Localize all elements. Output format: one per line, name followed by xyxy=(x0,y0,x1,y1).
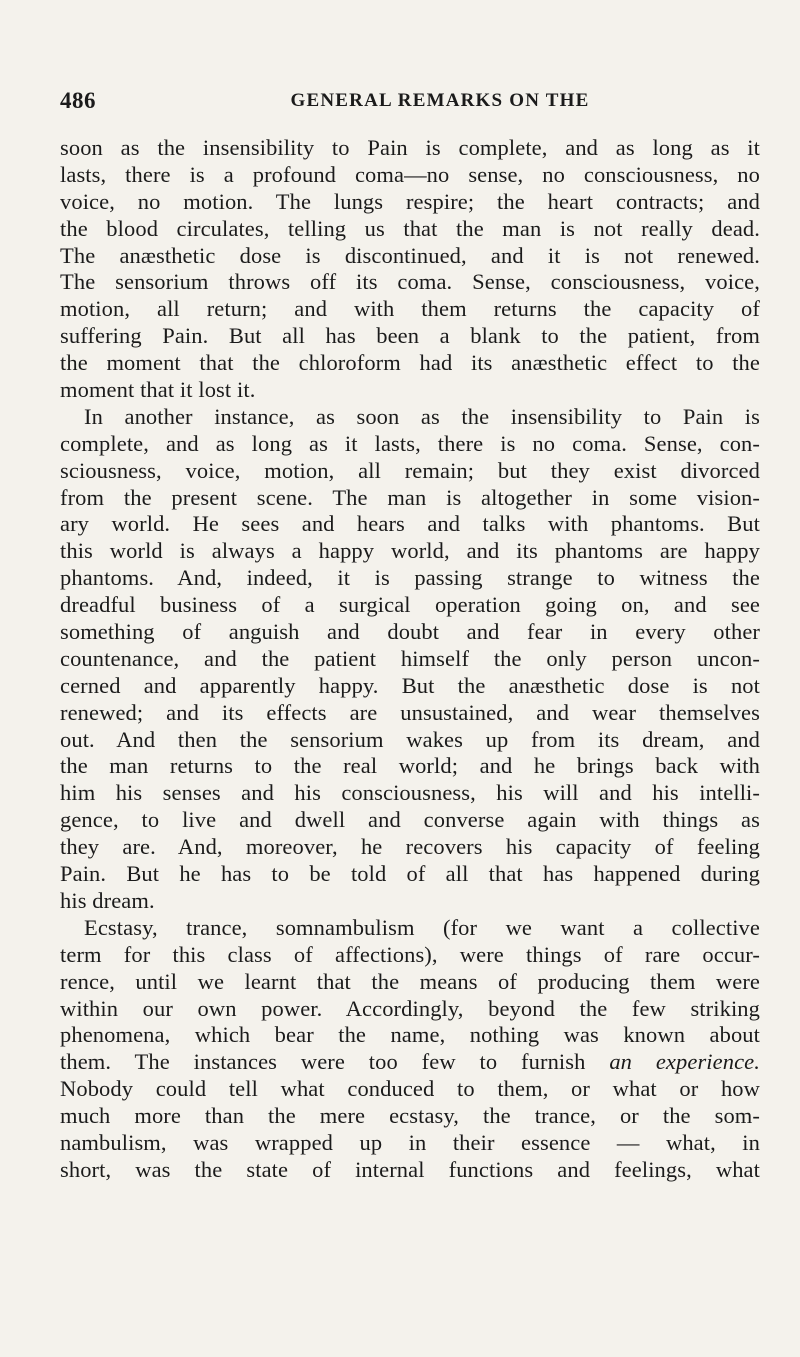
text-line xyxy=(60,753,760,780)
line-text: ary world. He sees and hears and talks with phantoms. But xyxy=(60,511,760,537)
text-line xyxy=(60,619,760,646)
text-line xyxy=(60,135,760,162)
running-head: GENERAL REMARKS ON THE xyxy=(290,90,590,111)
line-text: within our own power. Accordingly, beyond the few striking xyxy=(60,995,760,1021)
text-line xyxy=(60,915,760,942)
text-line xyxy=(60,350,760,377)
page-number: 486 xyxy=(60,88,96,113)
text-line xyxy=(60,942,760,969)
text-line xyxy=(60,1076,760,1103)
text-line xyxy=(60,1103,760,1130)
line-text: nambulism, was wrapped up in their essence — what, in xyxy=(60,1129,760,1155)
text-line xyxy=(60,700,760,727)
text-line xyxy=(60,996,760,1023)
text-line xyxy=(60,646,760,673)
line-text: phantoms. And, indeed, it is passing strange to witness the xyxy=(60,565,760,591)
line-text: them. The instances were too few to furnish xyxy=(60,1049,586,1075)
text-line xyxy=(60,511,760,538)
body-text xyxy=(60,135,760,1184)
line-text: complete, and as long as it lasts, there is no coma. Sense, con- xyxy=(60,430,760,456)
text-line xyxy=(60,189,760,216)
line-text: renewed; and its effects are unsustained, and wear themselves xyxy=(60,699,760,725)
text-line xyxy=(60,1130,760,1157)
line-text: soon as the insensibility to Pain is complete, and as long as it xyxy=(60,135,760,160)
text-line xyxy=(60,807,760,834)
text-line xyxy=(60,323,760,350)
line-text: short, was the state of internal functions and feelings, what xyxy=(60,1156,760,1182)
line-text: out. And then the sensorium wakes up from its dream, and xyxy=(60,726,760,752)
line-text: lasts, there is a profound coma—no sense, no consciousness, no xyxy=(60,161,760,187)
text-line xyxy=(60,780,760,807)
line-text: The sensorium throws off its coma. Sense, consciousness, voice, xyxy=(60,269,760,295)
line-text: they are. And, moreover, he recovers his capacity of feeling xyxy=(60,834,760,860)
text-line xyxy=(60,538,760,565)
line-text: gence, to live and dwell and converse again with things as xyxy=(60,807,760,833)
text-line xyxy=(60,404,760,431)
text-line xyxy=(60,861,760,888)
line-text: term for this class of affections), were things of rare occur- xyxy=(60,941,760,967)
line-text: from the present scene. The man is altogether in some vision- xyxy=(60,484,760,510)
text-line xyxy=(60,834,760,861)
text-line xyxy=(60,592,760,619)
page-header xyxy=(60,88,760,118)
line-text: rence, until we learnt that the means of producing them were xyxy=(60,968,760,994)
text-line xyxy=(60,1022,760,1049)
line-italic-text: an experience. xyxy=(609,1049,760,1075)
line-text: the blood circulates, telling us that the man is not really dead. xyxy=(60,215,760,241)
line-text: sciousness, voice, motion, all remain; but they exist divorced xyxy=(60,457,760,483)
text-line xyxy=(60,565,760,592)
text-line xyxy=(60,1049,760,1076)
line-text: voice, no motion. The lungs respire; the heart contracts; and xyxy=(60,188,760,214)
line-text: his dream. xyxy=(60,887,155,913)
line-text: Nobody could tell what conduced to them, or what or how xyxy=(60,1076,760,1102)
line-text: dreadful business of a surgical operation going on, and see xyxy=(60,592,760,618)
line-text: this world is always a happy world, and its phantoms are happy xyxy=(60,538,760,564)
text-line xyxy=(60,673,760,700)
text-line xyxy=(60,888,760,915)
line-text: phenomena, which bear the name, nothing was known about xyxy=(60,1022,760,1048)
text-line xyxy=(60,216,760,243)
text-line xyxy=(60,377,760,404)
line-text: him his senses and his consciousness, his will and his intelli- xyxy=(60,780,760,806)
line-text: something of anguish and doubt and fear in every other xyxy=(60,619,760,645)
text-line xyxy=(60,162,760,189)
line-text: Pain. But he has to be told of all that has happened during xyxy=(60,861,760,887)
text-line xyxy=(60,458,760,485)
text-line xyxy=(60,269,760,296)
line-text: the man returns to the real world; and he brings back with xyxy=(60,753,760,779)
text-line xyxy=(60,296,760,323)
line-text: In another instance, as soon as the insensibility to Pain is xyxy=(84,403,760,429)
text-line xyxy=(60,431,760,458)
line-text: countenance, and the patient himself the only person uncon- xyxy=(60,645,760,671)
line-text: Ecstasy, trance, somnambulism (for we want a collective xyxy=(84,914,760,940)
text-line xyxy=(60,243,760,270)
line-text: The anæsthetic dose is discontinued, and it is not renewed. xyxy=(60,242,760,268)
text-line xyxy=(60,727,760,754)
text-line xyxy=(60,1157,760,1184)
line-text: cerned and apparently happy. But the anæsthetic dose is not xyxy=(60,672,760,698)
line-text: moment that it lost it. xyxy=(60,377,256,403)
line-text: motion, all return; and with them returns the capacity of xyxy=(60,296,760,322)
line-text: suffering Pain. But all has been a blank to the patient, from xyxy=(60,323,760,349)
text-line xyxy=(60,969,760,996)
line-text: much more than the mere ecstasy, the trance, or the som- xyxy=(60,1103,760,1129)
line-text: the moment that the chloroform had its anæsthetic effect to the xyxy=(60,350,760,376)
text-line xyxy=(60,485,760,512)
